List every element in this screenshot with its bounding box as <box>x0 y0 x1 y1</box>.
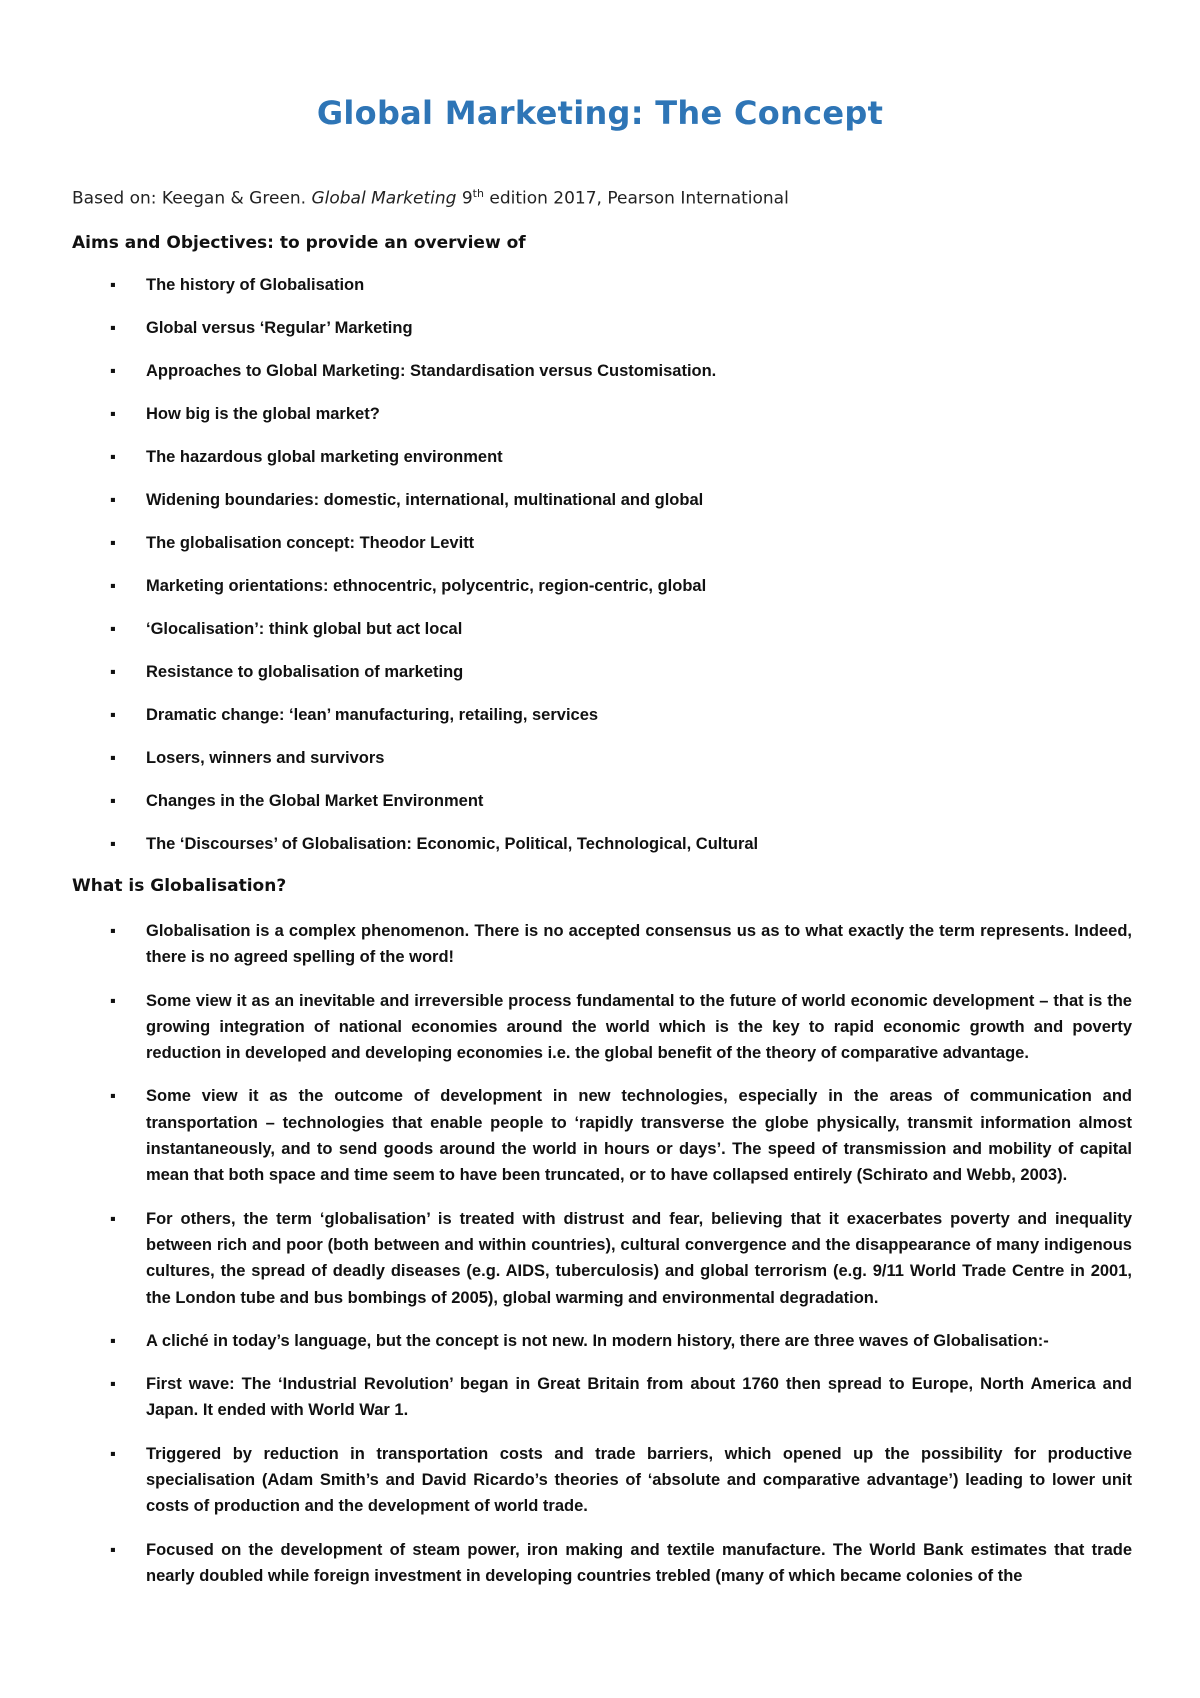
bullet-icon: ▪ <box>110 1087 116 1106</box>
bullet-icon: ▪ <box>110 706 116 724</box>
list-item-text: The history of Globalisation <box>146 276 365 294</box>
bullet-icon: ▪ <box>110 362 116 380</box>
bullet-icon: ▪ <box>110 276 116 294</box>
source-citation <box>72 187 789 209</box>
list-item <box>72 1328 1132 1354</box>
list-item-text: Focused on the development of steam power, iron making and textile manufacture. The World Bank estimates that trade nearly doubled while foreign investment in developing countries trebled (many of which became colonies of the <box>146 1540 1132 1585</box>
list-item <box>72 446 1132 489</box>
list-item <box>72 489 1132 532</box>
list-item <box>72 704 1132 747</box>
list-item <box>72 988 1132 1067</box>
citation-suffix: edition 2017, Pearson International <box>483 188 789 209</box>
list-item <box>72 575 1132 618</box>
bullet-icon: ▪ <box>110 922 116 940</box>
list-item <box>72 1371 1132 1424</box>
list-item-text: How big is the global market? <box>146 405 380 423</box>
list-item-text: Marketing orientations: ethnocentric, polycentric, region-centric, global <box>146 577 707 595</box>
bullet-icon: ▪ <box>110 792 116 810</box>
aims-list <box>72 274 1132 876</box>
bullet-icon: ▪ <box>110 448 116 466</box>
list-item-text: Losers, winners and survivors <box>146 749 385 767</box>
list-item <box>72 403 1132 446</box>
list-item-text: Dramatic change: ‘lean’ manufacturing, retailing, services <box>146 706 599 724</box>
list-item <box>72 833 1132 876</box>
bullet-icon: ▪ <box>110 620 116 638</box>
list-item <box>72 1083 1132 1188</box>
list-item <box>72 532 1132 575</box>
bullet-icon: ▪ <box>110 991 116 1010</box>
list-item-text: ‘Glocalisation’: think global but act local <box>146 620 463 638</box>
bullet-icon: ▪ <box>110 1375 116 1394</box>
citation-edition-number: 9 <box>456 188 473 209</box>
list-item <box>72 747 1132 790</box>
list-item <box>72 1441 1132 1520</box>
list-item <box>72 790 1132 833</box>
list-item-text: For others, the term ‘globalisation’ is treated with distrust and fear, believing that it exacerbates poverty and inequality between rich and poor (both between and within countries), cultural convergence and the disappearance of many indigenous cultures, the spread of deadly diseases (e.g. AIDS, tuberculosis) and global terrorism (e.g. 9/11 World Trade Centre in 2001, the London tube and bus bombings of 2005), global warming and environmental degradation. <box>146 1209 1132 1307</box>
list-item <box>72 1537 1132 1590</box>
bullet-icon: ▪ <box>110 534 116 552</box>
list-item <box>72 618 1132 661</box>
list-item <box>72 317 1132 360</box>
list-item-text: Widening boundaries: domestic, international, multinational and global <box>146 491 704 509</box>
list-item-text: The ‘Discourses’ of Globalisation: Economic, Political, Technological, Cultural <box>146 835 759 853</box>
list-item-text: Approaches to Global Marketing: Standardisation versus Customisation. <box>146 362 717 380</box>
bullet-icon: ▪ <box>110 1209 116 1228</box>
globalisation-heading: What is Globalisation? <box>72 876 287 896</box>
bullet-icon: ▪ <box>110 319 116 337</box>
list-item-text: Triggered by reduction in transportation costs and trade barriers, which opened up the possibility for productive specialisation (Adam Smith’s and David Ricardo’s theories of ‘absolute and comparative advantage’) leading to lower unit costs of production and the development of world trade. <box>146 1444 1132 1516</box>
bullet-icon: ▪ <box>110 749 116 767</box>
list-item-text: Changes in the Global Market Environment <box>146 792 484 810</box>
list-item-text: The globalisation concept: Theodor Levitt <box>146 534 475 552</box>
bullet-icon: ▪ <box>110 405 116 423</box>
list-item-text: First wave: The ‘Industrial Revolution’ began in Great Britain from about 1760 then spread to Europe, North America and Japan. It ended with World War 1. <box>146 1375 1132 1420</box>
list-item-text: Global versus ‘Regular’ Marketing <box>146 319 413 337</box>
bullet-icon: ▪ <box>110 1331 116 1350</box>
bullet-icon: ▪ <box>110 1444 116 1463</box>
list-item <box>72 360 1132 403</box>
citation-book-title: Global Marketing <box>311 188 457 209</box>
bullet-icon: ▪ <box>110 577 116 595</box>
citation-edition-superscript: th <box>472 187 484 200</box>
bullet-icon: ▪ <box>110 1540 116 1559</box>
bullet-icon: ▪ <box>110 491 116 509</box>
list-item <box>72 918 1132 971</box>
list-item-text: Some view it as the outcome of development in new technologies, especially in the areas of communication and transportation – technologies that enable people to ‘rapidly transverse the globe physically, transmit information almost instantaneously, and to send goods around the world in hours or days’. The speed of transmission and mobility of capital mean that both space and time seem to have been truncated, or to have collapsed entirely (Schirato and Webb, 2003). <box>146 1087 1132 1185</box>
list-item-text: Some view it as an inevitable and irreversible process fundamental to the future of world economic development – that is the growing integration of national economies around the world which is the key to rapid economic growth and poverty reduction in developed and developing economies i.e. the global benefit of the theory of comparative advantage. <box>146 991 1132 1063</box>
list-item-text: Globalisation is a complex phenomenon. There is no accepted consensus us as to what exactly the term represents. Indeed, there is no agreed spelling of the word! <box>146 922 1132 967</box>
document-title: Global Marketing: The Concept <box>316 94 884 132</box>
aims-heading: Aims and Objectives: to provide an overview of <box>72 233 526 253</box>
bullet-icon: ▪ <box>110 835 116 853</box>
list-item <box>72 1206 1132 1311</box>
list-item <box>72 661 1132 704</box>
list-item <box>72 274 1132 317</box>
list-item-text: The hazardous global marketing environment <box>146 448 503 466</box>
globalisation-list <box>72 918 1132 1606</box>
list-item-text: A cliché in today’s language, but the concept is not new. In modern history, there are three waves of Globalisation:- <box>146 1331 1049 1350</box>
citation-prefix: Based on: Keegan & Green. <box>72 188 312 209</box>
list-item-text: Resistance to globalisation of marketing <box>146 663 464 681</box>
bullet-icon: ▪ <box>110 663 116 681</box>
